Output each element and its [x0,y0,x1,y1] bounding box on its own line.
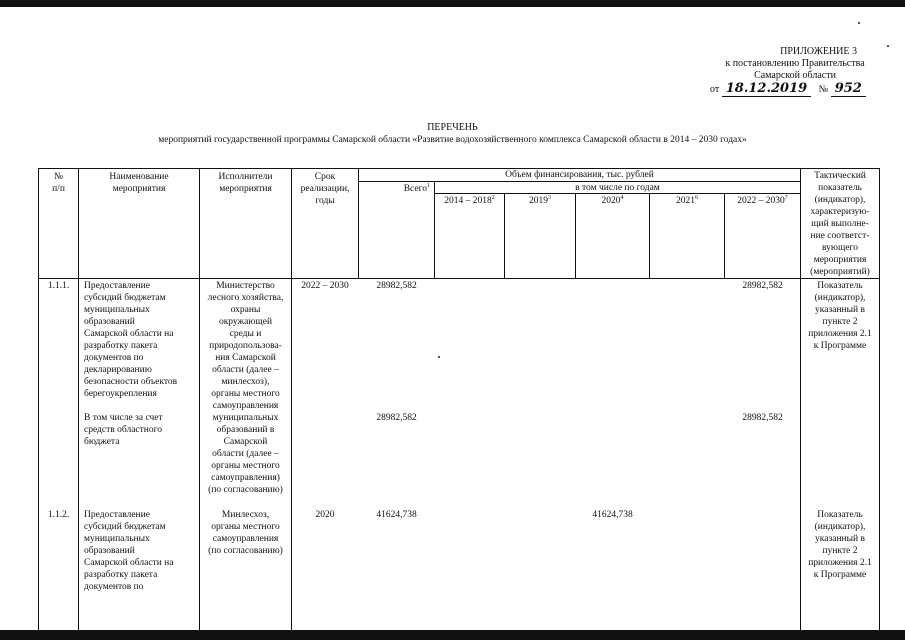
document-title: ПЕРЕЧЕНЬ [427,122,478,133]
scan-speck [858,22,860,24]
table-border-left [38,168,39,630]
column-rule [291,168,292,630]
col-header-num: № п/п [52,172,65,194]
col-header-executors: Исполнители мероприятия [218,172,273,194]
scan-speck [438,356,440,358]
row-1-name-regional-budget: В том числе за счет средств областного бюджета [84,413,163,447]
decree-date-number [700,83,890,96]
row-1-name: Предоставление субсидий бюджетам муниципальных образований Самарской области на разработку пакета документов по декларированию безопасности объектов берегоукрепления [84,281,178,399]
row-1-y2022-2030: 28982,582 [742,281,783,291]
table-border-right [879,168,880,630]
appendix-title: ПРИЛОЖЕНИЕ 3 [780,46,857,57]
row-1-num: 1.1.1. [47,281,70,291]
col-header-y2014-2018: 2014 – 2018$^2$ [444,194,495,206]
row-2-name: Предоставление субсидий бюджетам муниципальных образований Самарской области на разработку пакета документов по [84,510,174,592]
row-2-total: 41624,738 [376,510,417,520]
row-1-indicator: Показатель (индикатор), указанный в пункте 2 приложения 2.1 к Программе [808,281,872,351]
document-subtitle: мероприятий государственной программы Самарской области «Развитие водохозяйственного комплекса Самарской области в 2014 – 2030 годах» [158,135,747,145]
col-header-total: Всего$^1$ [403,182,430,194]
col-header-funding: Объем финансирования, тыс. рублей [505,170,654,180]
row-2-num: 1.1.2. [47,510,70,520]
col-header-term: Срок реализации, годы [300,172,350,206]
col-header-y2020: 2020$^4$ [601,194,624,206]
row-1-y2022-2030-regional: 28982,582 [742,413,783,423]
row-2-term: 2020 [315,510,335,520]
appendix-block [700,46,890,96]
col-header-indicator: Тактический показатель (индикатор), характеризую- щий выполне- ние соответст- вующего мероприятия (мероприятий) [810,171,870,277]
row-1-term: 2022 – 2030 [301,281,349,291]
scan-edge-bottom [0,630,905,640]
row-1-total: 28982,582 [376,281,417,291]
col-header-y2021: 2021$^6$ [676,194,698,206]
row-1-executors: Министерство лесного хозяйства, охраны окружающей среды и природопользова- ния Самарской области (далее – минлесхоз), органы местного самоуправления муниципальных образований в Самарской области (далее – органы местного самоуправления) (по согласованию) [207,281,284,495]
column-rule [78,168,79,630]
col-header-y2022-2030: 2022 – 2030$^7$ [737,194,788,206]
row-1-total-regional: 28982,582 [376,413,417,423]
row-2-executors: Минлесхоз, органы местного самоуправления (по согласованию) [208,510,283,556]
header-bottom-rule [38,278,880,279]
scan-edge-top [0,0,905,7]
col-header-name: Наименование мероприятия [109,172,169,194]
col-header-by-years: в том числе по годам [575,183,660,193]
row-2-indicator: Показатель (индикатор), указанный в пункте 2 приложения 2.1 к Программе [808,510,872,580]
row-2-y2020: 41624,738 [592,510,633,520]
appendix-line-3: Самарской области [754,70,836,81]
handwritten-number: 952 [831,81,866,97]
number-label: № [818,84,829,95]
appendix-line-2: к постановлению Правительства [725,58,865,69]
handwritten-date: 18.12.2019 [722,81,811,97]
from-label: от [710,84,720,95]
col-header-y2019: 2019$^3$ [529,194,551,206]
